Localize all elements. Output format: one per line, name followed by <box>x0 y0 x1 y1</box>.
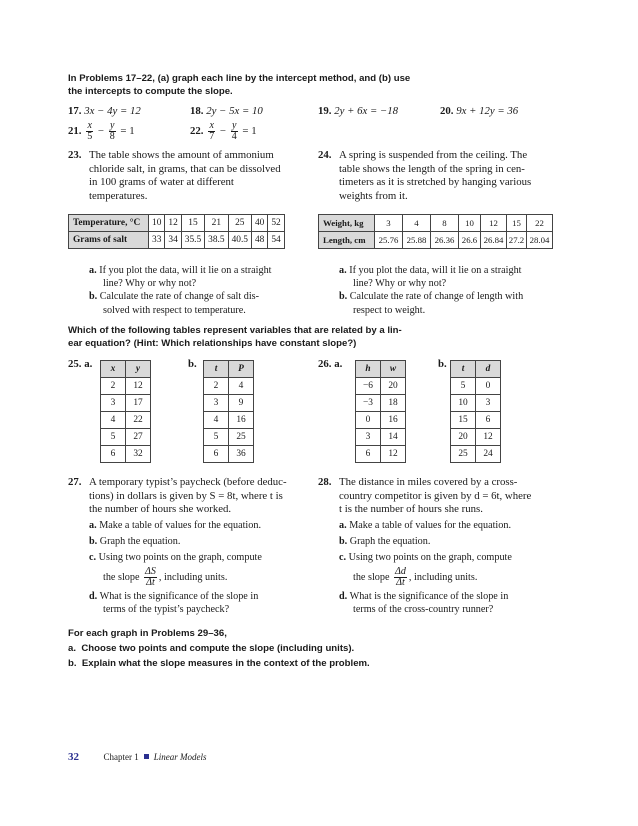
fraction: $\frac{y}{8}$ <box>109 120 115 142</box>
table-26b <box>450 360 501 463</box>
problem-21: 21. $\frac{x}{5}$ − $\frac{y}{8}$ = 1 <box>68 120 135 142</box>
table-25a <box>100 360 151 463</box>
instr-line: In Problems 17–22, (a) graph each line by the intercept method, and (b) use <box>68 73 411 84</box>
problem-25-label: 25. a. <box>68 358 93 370</box>
table-row: 20 12 <box>451 429 501 446</box>
fraction: $\frac{y}{4}$ <box>231 120 237 142</box>
table-row: 4 16 <box>204 412 254 429</box>
table-row: Temperature, °C 10 12 15 21 25 40 52 <box>69 215 285 232</box>
fraction: $\frac{x}{5}$ <box>87 120 93 142</box>
table-row: 3 17 <box>101 395 151 412</box>
table-row: −6 20 <box>356 378 406 395</box>
table-row: Weight, kg 3 4 8 10 12 15 22 <box>319 215 553 232</box>
table-row: −3 18 <box>356 395 406 412</box>
equation: 2y − 5x = 10 <box>206 105 263 117</box>
table-25b <box>203 360 254 463</box>
table-row: 2 12 <box>101 378 151 395</box>
problem-22: 22. $\frac{x}{7}$ − $\frac{y}{4}$ = 1 <box>190 120 257 142</box>
problem-23: 23. The table shows the amount of ammonium chloride salt, in grams, that can be dissolved in 100 grams of water at different temperatures. <box>68 149 281 202</box>
table-row: 5 0 <box>451 378 501 395</box>
table-row: 4 22 <box>101 412 151 429</box>
chapter-title: Linear Models <box>153 752 207 762</box>
equation: 9x + 12y = 36 <box>456 105 519 117</box>
table-row: 2 4 <box>204 378 254 395</box>
table-row: 3 14 <box>356 429 406 446</box>
table-row: 5 25 <box>204 429 254 446</box>
delta-fraction: $\frac{\Delta d}{\Delta t}$ <box>395 566 406 589</box>
spring-table <box>318 214 553 249</box>
table-row: Grams of salt 33 34 35.5 38.5 40.5 48 54 <box>69 232 285 249</box>
table-row: 5 27 <box>101 429 151 446</box>
table-row: 6 32 <box>101 446 151 463</box>
problem-27: 27. A temporary typist’s paycheck (before deduc- tions) in dollars is given by S = 8t, where t is the number of hours she worked. a. Make a table of values for the equation. b. Graph the equation. c. Using two points on the graph, compute the slope $\frac{\Delta S}{\Delta t}$ , including units. d. What is the significance of the slope in terms of the typist’s paycheck? <box>68 476 287 616</box>
page-number: 32 <box>68 751 79 763</box>
equation: 3x − 4y = 12 <box>84 105 141 117</box>
page-footer <box>68 751 207 763</box>
table-row: t d <box>451 361 501 378</box>
equation: 2y + 6x = −18 <box>334 105 399 117</box>
problem-25b-label: b. <box>188 358 197 370</box>
instructions-17-22 <box>68 72 410 98</box>
table-row: 10 3 <box>451 395 501 412</box>
problem-18: 18. 2y − 5x = 10 <box>190 105 263 117</box>
problem-23-parts: a. If you plot the data, will it lie on a straight line? Why or why not? b. Calculate the rate of change of salt dis- solved with respect to temperature. <box>89 265 272 316</box>
salt-table <box>68 214 285 249</box>
table-row: x y <box>101 361 151 378</box>
table-row: 25 24 <box>451 446 501 463</box>
problem-19: 19. 2y + 6x = −18 <box>318 105 399 117</box>
table-row: 15 6 <box>451 412 501 429</box>
table-row: 6 36 <box>204 446 254 463</box>
problem-17: 17. 3x − 4y = 12 <box>68 105 141 117</box>
table-row: 6 12 <box>356 446 406 463</box>
instr-line: the intercepts to compute the slope. <box>68 86 233 97</box>
problem-24-parts: a. If you plot the data, will it lie on a straight line? Why or why not? b. Calculate the rate of change of length with respect to weight. <box>339 265 524 316</box>
instructions-29-36: For each graph in Problems 29–36, a. Choose two points and compute the slope (including units). b. Explain what the slope measures in the context of the problem. <box>68 628 370 669</box>
table-row: h w <box>356 361 406 378</box>
problem-28: 28. The distance in miles covered by a cross- country competitor is given by d = 6t, where t is the number of hours she runs. a. Make a table of values for the equation. b. Graph the equation. c. Using two points on the graph, compute the slope $\frac{\Delta d}{\Delta t}$ , including units. d. What is the significance of the slope in terms of the cross-country runner? <box>318 476 532 616</box>
table-row: 0 16 <box>356 412 406 429</box>
bullet-square-icon <box>144 754 149 759</box>
table-row: Length, cm 25.76 25.88 26.36 26.6 26.84 27.2 28.04 <box>319 232 553 249</box>
table-26a <box>355 360 406 463</box>
instructions-25-26: Which of the following tables represent variables that are related by a lin- ear equation? (Hint: Which relationships have constant slope?) <box>68 325 402 349</box>
problem-20: 20. 9x + 12y = 36 <box>440 105 519 117</box>
problem-26-label: 26. a. <box>318 358 343 370</box>
table-row: t P <box>204 361 254 378</box>
chapter-label: Chapter 1 <box>103 752 139 762</box>
fraction: $\frac{x}{7}$ <box>209 120 215 142</box>
delta-fraction: $\frac{\Delta S}{\Delta t}$ <box>145 566 156 589</box>
problem-26b-label: b. <box>438 358 447 370</box>
problem-24: 24. A spring is suspended from the ceiling. The table shows the length of the spring in cen- timeters as it is stretched by hanging various weights from it. <box>318 149 532 202</box>
table-row: 3 9 <box>204 395 254 412</box>
